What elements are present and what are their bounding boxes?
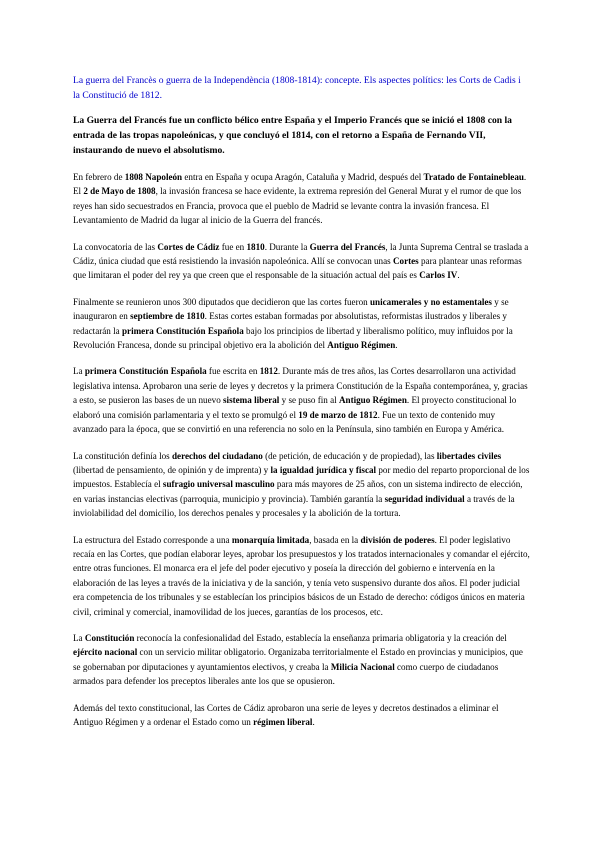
bold-text: Milicia Nacional <box>330 661 395 672</box>
text-run: . Durante más de tres años, las Cortes desarrollaron una actividad legislativa intensa. Aprobaron una serie de leyes y decretos y la primera Constitución de la España contemporánea, y, gracias a esto, se pusieron las bases de un nuevo <box>73 366 528 406</box>
text-run: (de petición, de educación y de propiedad), las <box>262 450 437 461</box>
body-paragraph <box>73 364 530 436</box>
body-paragraph <box>73 701 530 730</box>
text-run: fue en <box>219 241 247 252</box>
text-run: Además del texto constitucional, las Cortes de Cádiz aprobaron una serie de leyes y decretos destinados a eliminar el Antiguo Régimen y a ordenar el Estado como un <box>73 702 499 727</box>
text-run: . El proyecto constitucional lo elaboró una comisión parlamentaria y el texto se promulgó el <box>73 395 517 420</box>
bold-text: unicamerales y no estamentales <box>369 296 492 307</box>
bold-text: 1808 Napoleón <box>124 172 183 182</box>
text-run: La <box>73 366 85 377</box>
bold-text: ejército nacional <box>73 647 138 658</box>
body-paragraph <box>73 631 530 689</box>
bold-text: primera Constitución Española <box>84 366 207 377</box>
text-run: y se puso fin al <box>279 395 339 406</box>
bold-text: 19 de marzo de 1812 <box>298 409 378 420</box>
bold-text: división de poderes <box>360 534 435 545</box>
text-run: por medio del reparto proporcional de los impuestos. Establecía el <box>73 464 530 490</box>
text-run: . Fue un texto de contenido muy avanzado para la época, que se convirtió en una referencia no solo en la Península, sino también en Europa y América. <box>73 409 505 435</box>
document-title: La guerra del Francès o guerra de la Independència (1808-1814): concepte. Els aspectes polítics: les Corts de Cadis i la Constitució de 1812. <box>73 75 521 101</box>
text-run: y se inauguraron en <box>73 296 509 322</box>
text-run: La estructura del Estado corresponde a una <box>73 534 232 545</box>
text-run: como cuerpo de ciudadanos armados para defender los preceptos liberales ante los que se opusieron. <box>73 661 499 687</box>
text-run: , la Junta Suprema Central se traslada a Cádiz, única ciudad que está resistiendo la invasión napoleónica. Allí se convocan unas <box>73 241 529 267</box>
text-run: con un servicio militar obligatorio. Organizaba territorialmente el Estado en provincias y municipios, que se gobernaban por diputaciones y ayuntamientos electivos, y creaba la <box>73 647 523 672</box>
bold-text: libertades civiles <box>436 450 502 461</box>
body-paragraph <box>73 533 530 619</box>
bold-text: derechos del ciudadano <box>172 450 263 461</box>
text-run: bajo los principios de libertad y liberalismo político, muy influidos por la Revolución Francesa, donde su principal objetivo era la abolición del <box>73 325 513 351</box>
body-paragraph <box>73 295 530 353</box>
text-run: (libertad de pensamiento, de opinión y de imprenta) y <box>73 464 271 475</box>
text-run: La <box>73 632 85 643</box>
body-paragraph <box>73 240 530 283</box>
text-run: . El poder legislativo recaía en las Cortes, que podían elaborar leyes, aprobar los presupuestos y los tratados internacionales y comandar el ejército, entre otras funciones. El monarca era el jefe del poder ejecutivo y poseía la dirección del gobierno e intervenía en la elaboración de las leyes a través de la iniciativa y de la sanción, y tenía veto suspensivo durante dos años. El poder judicial era competencia de los tribunales y se establecían los principios básicos de un Estado de derecho: códigos únicos en materia civil, criminal y comercial, inamovilidad de los jueces, garantías de los procesos, etc. <box>73 534 530 617</box>
text-run: . Durante la <box>264 241 310 252</box>
text-run: . Estas cortes estaban formadas por absolutistas, reformistas ilustrados y liberales y redactarán la <box>73 311 507 336</box>
text-run: . <box>457 270 460 281</box>
text-run: para más mayores de 25 años, con un sistema indirecto de elección, en varias instancias electivas (parroquia, municipio y provincia). También garantía la <box>73 479 523 504</box>
text-run: entra en España y ocupa Aragón, Cataluña y Madrid, después del <box>182 172 424 182</box>
text-run: para plantear unas reformas que limitaran el poder del rey ya que creen que el responsable de la situación actual del país es <box>73 256 522 281</box>
text-run: . <box>395 340 398 351</box>
bold-text: 1810 <box>246 241 265 252</box>
bold-text: sistema liberal <box>223 395 280 406</box>
bold-text: Constitución <box>84 632 135 643</box>
bold-text: seguridad individual <box>384 493 465 504</box>
text-run: , basada en la <box>309 534 361 545</box>
bold-text: Guerra del Francés <box>309 241 386 252</box>
body-paragraph <box>73 170 530 228</box>
text-run: a través de la inviolabilidad del domicilio, los derechos penales y procesales y la abolición de la tortura. <box>73 493 515 519</box>
text-run: . El <box>73 172 527 197</box>
text-run: Finalmente se reunieron unos 300 diputados que decidieron que las cortes fueron <box>73 296 370 307</box>
text-run: La constitución definía los <box>73 450 172 461</box>
text-run: , la invasión francesa se hace evidente, la extrema represión del General Murat y el rumor de que los reyes han sido secuestrados en Francia, provoca que el pueblo de Madrid se levante contra la invasión francesa. El Levantamiento de Madrid da lugar al inicio de la Guerra del francés. <box>73 186 522 226</box>
bold-text: monarquía limitada <box>231 534 310 545</box>
bold-text: septiembre de 1810 <box>130 311 205 322</box>
text-run: En febrero de <box>73 172 125 182</box>
bold-text: primera Constitución Española <box>121 325 244 336</box>
bold-text: Carlos IV <box>419 270 458 281</box>
bold-text: Tratado de Fontainebleau <box>423 172 524 182</box>
bold-text: Antiguo Régimen <box>338 395 407 406</box>
text-run: . <box>312 717 315 727</box>
bold-text: sufragio universal masculino <box>162 479 275 490</box>
text-run: reconocía la confesionalidad del Estado, establecía la enseñanza primaria obligatoria y la creación del <box>134 632 507 643</box>
text-run: La convocatoria de las <box>73 241 158 252</box>
document-body <box>73 170 530 729</box>
body-paragraph <box>73 449 530 521</box>
bold-text: 2 de Mayo de 1808 <box>83 186 156 197</box>
document-intro: La Guerra del Francés fue un conflicto bélico entre España y el Imperio Francés que se inició el 1808 con la entrada de las tropas napoleónicas, y que concluyó el 1814, con el retorno a España de Fernando VII, instaurando de nuevo el absolutismo. <box>73 115 512 156</box>
bold-text: Cortes de Cádiz <box>157 241 220 252</box>
bold-text: Cortes <box>392 256 419 267</box>
text-run: fue escrita en <box>206 366 260 377</box>
bold-text: la igualdad jurídica y fiscal <box>270 464 377 475</box>
bold-text: régimen liberal <box>253 717 313 727</box>
bold-text: 1812 <box>259 366 278 377</box>
bold-text: Antiguo Régimen <box>327 340 396 351</box>
